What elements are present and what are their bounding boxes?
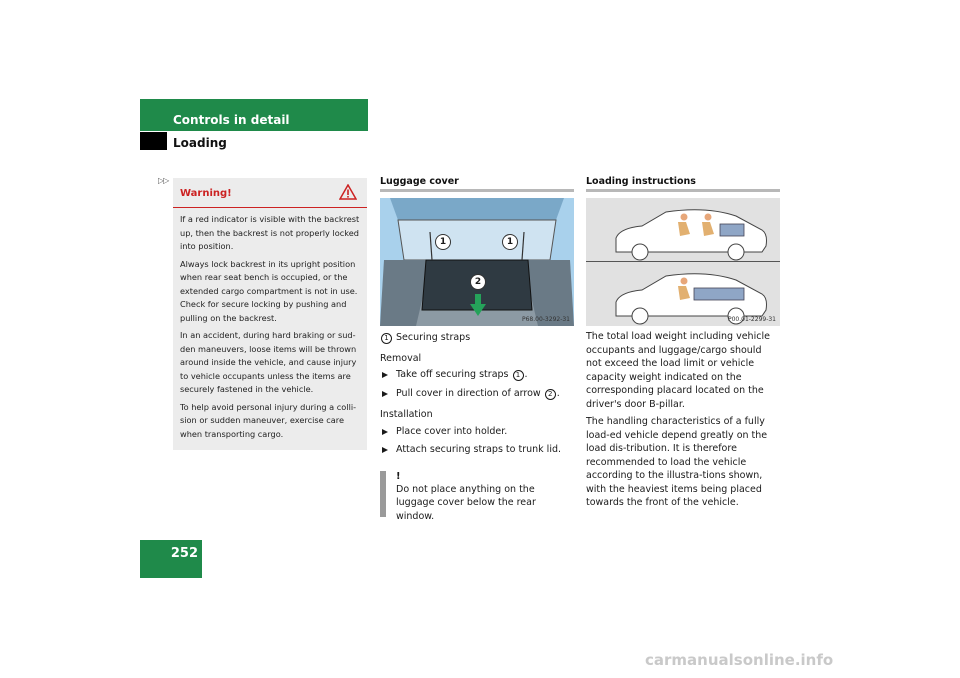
callout-1-right: 1 (502, 234, 518, 250)
subsection-title: Loading (173, 136, 227, 150)
car-top-diagram (616, 210, 767, 260)
car-load-diagrams (586, 198, 780, 326)
page-number: 252 (170, 546, 198, 561)
legend-text: Securing straps (396, 332, 471, 343)
continued-mark: ▷▷ (158, 176, 169, 185)
removal-step (380, 367, 574, 384)
section-rule (380, 189, 574, 192)
step-ref: 2 (545, 389, 556, 400)
legend-number: 1 (381, 333, 392, 344)
removal-heading: Removal (380, 352, 422, 364)
callout-1-left: 1 (435, 234, 451, 250)
installation-heading: Installation (380, 409, 433, 420)
warning-box (173, 178, 367, 450)
loading-illustration (586, 198, 780, 326)
warning-header (173, 178, 367, 208)
warning-body (173, 208, 367, 441)
section-rule (586, 189, 780, 192)
note-box (380, 470, 574, 522)
footer-watermark: carmanualsonline.info (645, 651, 834, 669)
warning-triangle-icon (339, 184, 357, 204)
note-bar (380, 471, 386, 517)
warning-paragraph: In an accident, during hard braking or sud-den maneuvers, loose items will be thrown around inside the vehicle, and cause injury to vehicle occupants unless the items are securely fastened in the vehicle. (180, 330, 357, 394)
step-text-end: . (524, 369, 528, 380)
note-mark: ! (396, 470, 401, 482)
warning-paragraph: Always lock backrest in its upright position when rear seat bench is occupied, or the extended cargo compartment is not in use. Check for secure locking by pushing and pulling on the backrest. (180, 258, 358, 323)
image-code: P68.00-3292-31 (521, 316, 570, 323)
step-text: Take off securing straps (396, 369, 512, 380)
step-ref: 1 (513, 370, 524, 381)
legend-item (380, 330, 574, 347)
loading-instructions-title: Loading instructions (586, 176, 696, 187)
trunk-illustration (380, 198, 574, 326)
section-title: Controls in detail (173, 113, 290, 127)
installation-step: Attach securing straps to trunk lid. (380, 442, 574, 459)
warning-label: Warning! (180, 188, 232, 199)
installation-step: Place cover into holder. (380, 424, 574, 441)
loading-paragraph: The total load weight including vehicle occupants and luggage/cargo should not exceed the load limit or vehicle capacity weight indicated on the corresponding placard located on the driver's door B-pillar. (586, 331, 770, 410)
diagram-separator (586, 261, 780, 262)
warning-paragraph: To help avoid personal injury during a colli-sion or sudden maneuver, exercise care when transporting cargo. (180, 401, 357, 439)
loading-paragraph: The handling characteristics of a fully load-ed vehicle depend greatly on the load dis-tribution. It is therefore recommended to load the vehicle according to the illustra-tions shown, with the heaviest items being placed towards the front of the vehicle. (586, 416, 768, 508)
luggage-cover-illustration (380, 198, 574, 326)
loading-instructions-section (586, 176, 780, 514)
callout-2: 2 (470, 274, 486, 290)
step-text: Pull cover in direction of arrow (396, 387, 544, 399)
step-text-end: . (556, 387, 560, 399)
warning-paragraph: If a red indicator is visible with the backrest up, then the backrest is not properly locked into position. (180, 214, 360, 251)
loading-text (586, 330, 780, 510)
luggage-cover-section (380, 176, 574, 522)
note-text: Do not place anything on the luggage cover below the rear window. (396, 483, 536, 522)
luggage-cover-title: Luggage cover (380, 176, 459, 187)
removal-step (380, 386, 574, 403)
image-code: P00.01-2299-31 (727, 316, 776, 323)
subsection-marker (140, 132, 167, 150)
